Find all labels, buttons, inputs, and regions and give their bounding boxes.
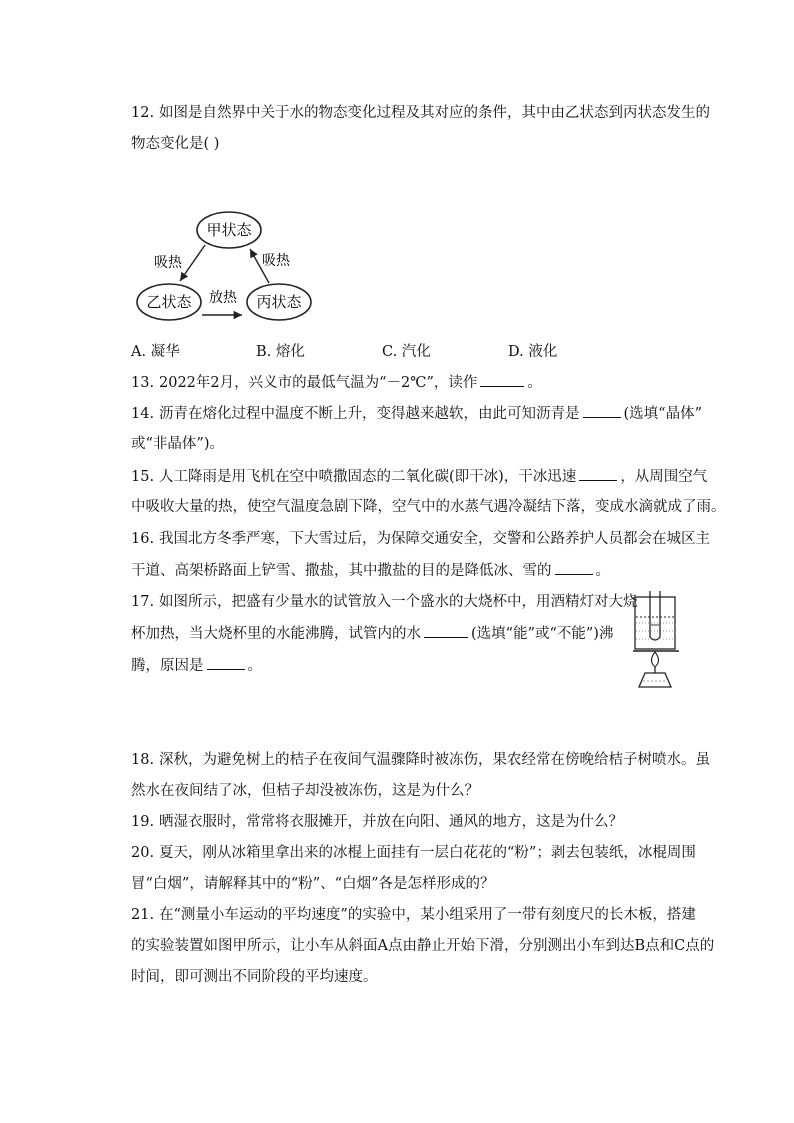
q17-line2-after: (选填“能”或“不能”)沸 [471,626,614,642]
q16-line2 [131,560,610,581]
q14-text-after: (选填“晶体” [623,406,702,422]
q19-text: 晒湿衣服时，常常将衣服摊开，并放在向阳、通风的地方，这是为什么？ [159,814,623,830]
q12-number: 12. [131,105,155,121]
beaker-test-tube-apparatus [633,591,679,691]
q12-option-b: B. 熔化 [256,344,305,360]
q16-answer-blank[interactable] [555,560,593,575]
alcohol-flame [652,652,659,667]
q16-text-after: 。 [595,563,610,579]
q13-answer-blank[interactable] [480,372,524,387]
q18-number: 18. [131,752,155,768]
q20-number: 20. [131,845,155,861]
q19-number: 19. [131,814,155,830]
q14-line1 [131,403,702,424]
q16-line1 [131,529,710,549]
q18-line2: 然水在夜间结了冰，但桔子却没被冻伤，这是为什么？ [131,783,479,799]
q16-text-before: 干道、高架桥路面上铲雪、撒盐，其中撒盐的目的是降低冰、雪的 [131,563,552,579]
q17-number: 17. [131,594,155,610]
q21-text: 在“测量小车运动的平均速度”的实验中，某小组采用了一带有刻度尺的长木板，搭建 [159,907,696,923]
q20-line2: 冒“白烟”，请解释其中的“粉”、“白烟”各是怎样形成的？ [131,876,495,892]
q14-number: 14. [131,406,155,422]
q14-text-before: 沥青在熔化过程中温度不断上升，变得越来越软，由此可知沥青是 [159,406,580,422]
q16-text: 我国北方冬季严寒，下大雪过后，为保障交通安全，交警和公路养护人员都会在城区主 [159,531,710,547]
q17-line2-before: 杯加热，当大烧杯里的水能沸腾，试管内的水 [131,626,421,642]
q12-line2: 物态变化是( ) [131,136,220,152]
label-right: 吸热 [262,253,290,269]
node-right-label: 丙状态 [256,293,302,311]
q17-text: 如图所示，把盛有少量水的试管放入一个盛水的大烧杯中，用酒精灯对大烧 [159,594,638,610]
q12-option-a: A. 凝华 [131,344,180,360]
q15-answer-blank[interactable] [579,466,617,481]
q19-line1 [131,812,623,832]
q14-line2: 或“非晶体”)。 [131,436,224,452]
q15-text-after: ，从周围空气 [620,469,708,485]
q21-line2: 的实验装置如图甲所示，让小车从斜面A点由静止开始下滑，分别测出小车到达B点和C点的 [131,938,715,954]
q15-line1 [131,466,707,487]
node-left-label: 乙状态 [146,293,192,311]
q14-answer-blank[interactable] [583,403,621,418]
q16-number: 16. [131,531,155,547]
q15-text-before: 人工降雨是用飞机在空中喷撒固态的二氧化碳(即干冰)，干冰迅速 [159,469,577,485]
alcohol-lamp [639,673,671,687]
q17-line3-after: 。 [247,658,262,674]
q13-number: 13. [131,375,155,391]
q12-option-c: C. 汽化 [382,344,431,360]
q13-line1 [131,372,542,393]
q18-line1 [131,750,710,770]
q15-line2: 中吸收大量的热，使空气温度急剧下降，空气中的水蒸气遇冷凝结下落，变成水滴就成了雨。 [131,499,726,515]
test-tube [650,591,660,640]
q17-line2 [131,623,613,644]
arrow-top-to-left [180,245,205,281]
q17-line3 [131,655,262,676]
q17-line1 [131,592,638,612]
q12-text: 如图是自然界中关于水的物态变化过程及其对应的条件，其中由乙状态到丙状态发生的 [159,105,710,121]
q21-line1 [131,905,696,925]
q20-text: 夏天，刚从冰箱里拿出来的冰棍上面挂有一层白花花的“粉”；剥去包装纸，冰棍周围 [159,845,696,861]
q13-text-after: 。 [527,375,542,391]
q13-text-before: 2022年2月，兴义市的最低气温为“－2℃”，读作 [159,375,478,391]
q12-option-d: D. 液化 [508,344,558,360]
q15-number: 15. [131,469,155,485]
q20-line1 [131,843,696,863]
q18-text: 深秋，为避免树上的桔子在夜间气温骤降时被冻伤，果农经常在傍晚给桔子树喷水。虽 [159,752,710,768]
label-bottom: 放热 [209,290,237,306]
label-left: 吸热 [154,255,182,271]
state-change-diagram [131,205,331,323]
q17-answer-blank-2[interactable] [207,655,245,670]
q21-number: 21. [131,907,155,923]
q17-answer-blank-1[interactable] [424,623,468,638]
q12-line1 [131,103,710,123]
node-top-label: 甲状态 [206,221,252,239]
q17-line3-before: 腾，原因是 [131,658,204,674]
q21-line3: 时间，即可测出不同阶段的平均速度。 [131,969,378,985]
